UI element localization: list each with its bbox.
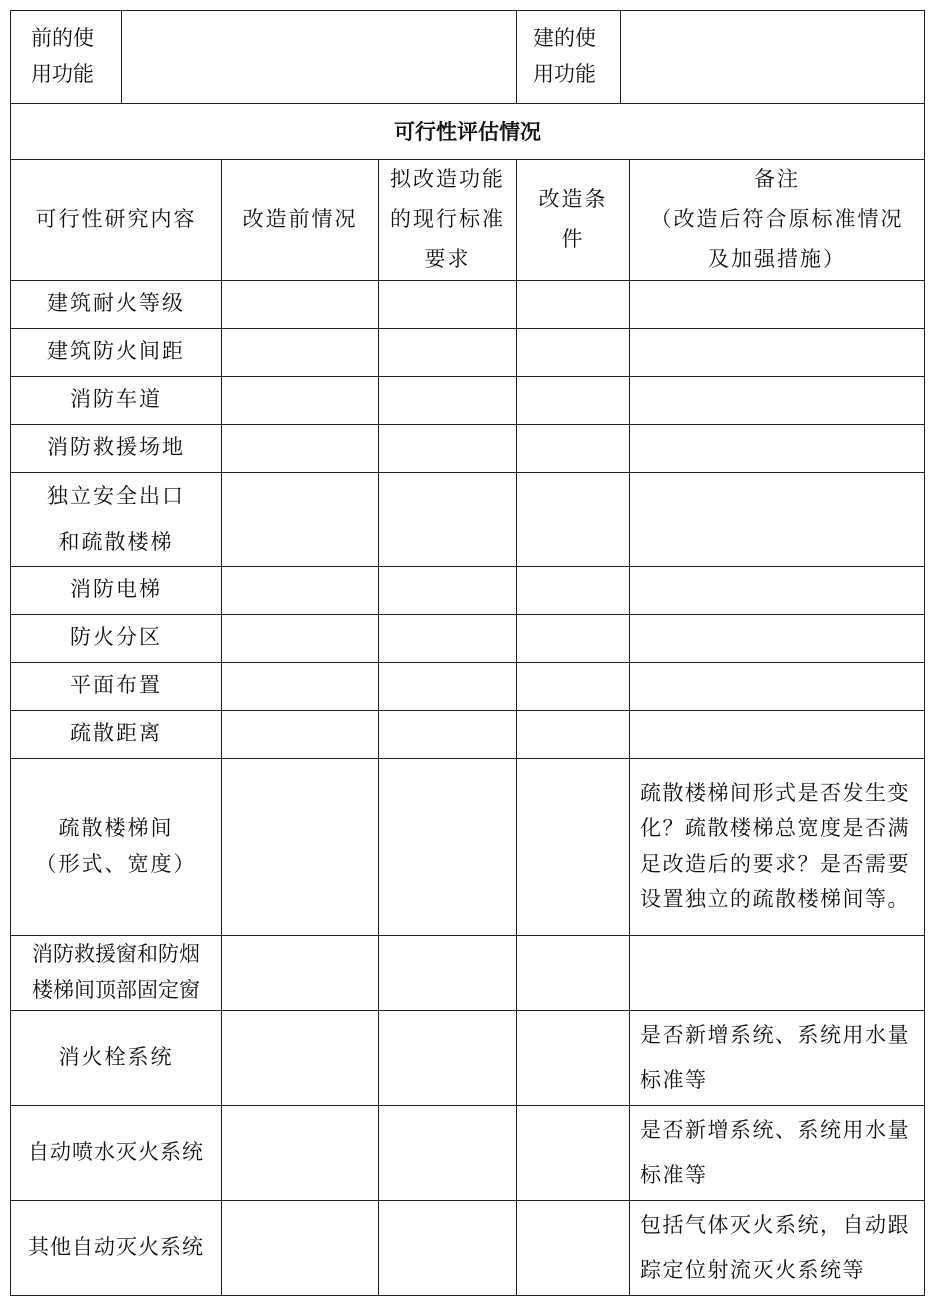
section-title: 可行性评估情况 — [11, 104, 925, 160]
row-cell[interactable] — [222, 280, 379, 328]
row-cell[interactable] — [517, 758, 630, 935]
row-cell[interactable] — [222, 1105, 379, 1200]
header-research-content: 可行性研究内容 — [11, 160, 222, 281]
row-note[interactable]: 是否新增系统、系统用水量标准等 — [630, 1105, 925, 1200]
header-before-condition: 改造前情况 — [222, 160, 379, 281]
feasibility-form — [10, 10, 924, 1296]
header-row — [11, 160, 925, 281]
row-cell[interactable] — [222, 614, 379, 662]
usage-row — [11, 11, 925, 104]
row-item: 自动喷水灭火系统 — [11, 1105, 222, 1200]
row-cell[interactable] — [379, 935, 517, 1010]
original-use-value[interactable] — [122, 11, 517, 104]
section-title-row — [11, 104, 925, 160]
row-cell[interactable] — [517, 424, 630, 472]
row-cell[interactable] — [379, 328, 517, 376]
row-cell[interactable] — [222, 758, 379, 935]
row-cell[interactable] — [517, 614, 630, 662]
row-cell[interactable] — [517, 1010, 630, 1105]
table-row — [11, 424, 925, 472]
row-item: 建筑防火间距 — [11, 328, 222, 376]
row-note[interactable] — [630, 280, 925, 328]
row-note[interactable]: 包括气体灭火系统，自动跟踪定位射流灭火系统等 — [630, 1200, 925, 1295]
row-cell[interactable] — [222, 1010, 379, 1105]
row-item: 疏散距离 — [11, 710, 222, 758]
row-note[interactable] — [630, 662, 925, 710]
row-item: 消防车道 — [11, 376, 222, 424]
row-cell[interactable] — [222, 1200, 379, 1295]
row-cell[interactable] — [222, 376, 379, 424]
row-item: 消防救援场地 — [11, 424, 222, 472]
table-row — [11, 376, 925, 424]
row-note[interactable] — [630, 472, 925, 566]
header-renovation-condition: 改造条 件 — [517, 160, 630, 281]
table-row — [11, 1105, 925, 1200]
row-note[interactable] — [630, 376, 925, 424]
table-row — [11, 710, 925, 758]
table-row — [11, 614, 925, 662]
table-row — [11, 662, 925, 710]
header-current-standard: 拟改造功能 的现行标准 要求 — [379, 160, 517, 281]
row-cell[interactable] — [379, 758, 517, 935]
row-cell[interactable] — [222, 935, 379, 1010]
feasibility-table — [10, 10, 925, 1296]
row-item: 消火栓系统 — [11, 1010, 222, 1105]
table-row — [11, 472, 925, 566]
row-item: 独立安全出口 和疏散楼梯 — [11, 472, 222, 566]
row-cell[interactable] — [517, 566, 630, 614]
row-cell[interactable] — [379, 614, 517, 662]
row-cell[interactable] — [379, 472, 517, 566]
table-row — [11, 328, 925, 376]
table-row — [11, 566, 925, 614]
original-use-label: 前的使 用功能 — [11, 11, 122, 104]
row-item: 其他自动灭火系统 — [11, 1200, 222, 1295]
row-note[interactable] — [630, 566, 925, 614]
row-item: 防火分区 — [11, 614, 222, 662]
row-cell[interactable] — [222, 472, 379, 566]
table-row — [11, 935, 925, 1010]
row-cell[interactable] — [379, 424, 517, 472]
row-cell[interactable] — [517, 1105, 630, 1200]
row-cell[interactable] — [379, 566, 517, 614]
row-note[interactable]: 是否新增系统、系统用水量标准等 — [630, 1010, 925, 1105]
table-row — [11, 1010, 925, 1105]
row-note[interactable] — [630, 328, 925, 376]
row-cell[interactable] — [222, 710, 379, 758]
row-cell[interactable] — [379, 1105, 517, 1200]
proposed-use-label: 建的使 用功能 — [517, 11, 621, 104]
row-item: 疏散楼梯间 （形式、宽度） — [11, 758, 222, 935]
row-cell[interactable] — [222, 424, 379, 472]
row-cell[interactable] — [517, 280, 630, 328]
row-note[interactable] — [630, 424, 925, 472]
row-cell[interactable] — [379, 1010, 517, 1105]
row-cell[interactable] — [517, 376, 630, 424]
row-cell[interactable] — [222, 662, 379, 710]
row-item: 消防电梯 — [11, 566, 222, 614]
row-cell[interactable] — [517, 1200, 630, 1295]
header-remarks: 备注 （改造后符合原标准情况 及加强措施） — [630, 160, 925, 281]
row-note[interactable] — [630, 614, 925, 662]
table-row — [11, 1200, 925, 1295]
row-cell[interactable] — [379, 376, 517, 424]
row-item: 消防救援窗和防烟 楼梯间顶部固定窗 — [11, 935, 222, 1010]
table-row — [11, 758, 925, 935]
row-cell[interactable] — [517, 710, 630, 758]
row-cell[interactable] — [379, 662, 517, 710]
row-cell[interactable] — [222, 328, 379, 376]
row-cell[interactable] — [517, 662, 630, 710]
row-cell[interactable] — [222, 566, 379, 614]
row-cell[interactable] — [379, 710, 517, 758]
table-row — [11, 280, 925, 328]
row-cell[interactable] — [517, 472, 630, 566]
row-item: 建筑耐火等级 — [11, 280, 222, 328]
row-item: 平面布置 — [11, 662, 222, 710]
row-cell[interactable] — [517, 935, 630, 1010]
row-note[interactable] — [630, 710, 925, 758]
row-cell[interactable] — [379, 1200, 517, 1295]
proposed-use-value[interactable] — [621, 11, 925, 104]
row-cell[interactable] — [379, 280, 517, 328]
row-cell[interactable] — [517, 328, 630, 376]
row-note[interactable] — [630, 935, 925, 1010]
row-note[interactable]: 疏散楼梯间形式是否发生变化？疏散楼梯总宽度是否满足改造后的要求？是否需要设置独立的疏散楼梯间等。 — [630, 758, 925, 935]
